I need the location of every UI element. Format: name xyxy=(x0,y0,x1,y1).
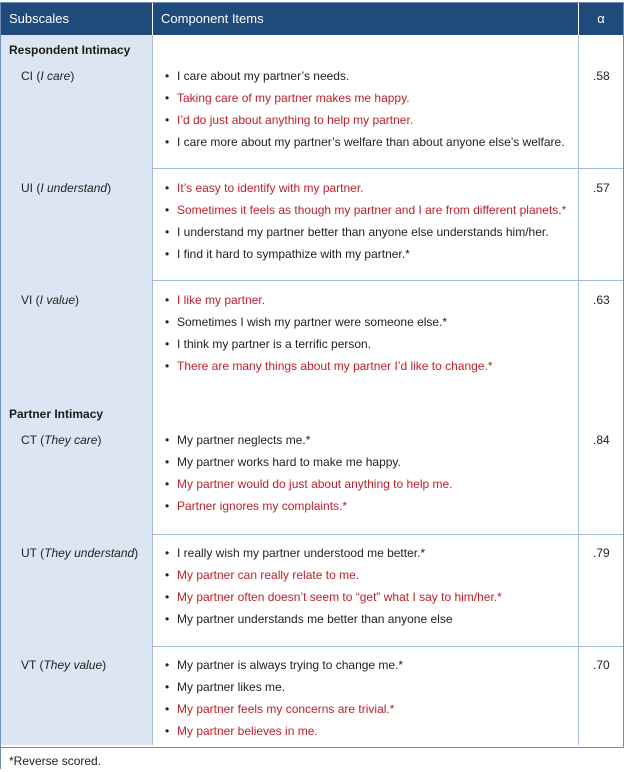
list-item xyxy=(165,455,401,469)
list-item xyxy=(165,181,364,195)
list-item xyxy=(165,590,502,604)
item-text: Partner ignores my complaints.* xyxy=(177,499,348,513)
bullet-icon: • xyxy=(165,315,170,329)
list-item xyxy=(165,247,410,261)
list-item xyxy=(165,433,310,447)
subscale-name: I value xyxy=(39,293,76,307)
item-text: I really wish my partner understood me better.* xyxy=(177,546,426,560)
list-item xyxy=(165,315,447,329)
alpha-value: .57 xyxy=(593,181,610,195)
bullet-icon: • xyxy=(165,337,170,351)
item-text: My partner understands me better than anyone else xyxy=(177,612,453,626)
item-text: I like my partner. xyxy=(177,293,266,307)
item-text: My partner works hard to make me happy. xyxy=(177,455,401,469)
list-item xyxy=(165,203,566,217)
header-subscales: Subscales xyxy=(1,3,153,35)
alpha-value: .63 xyxy=(593,293,610,307)
subscale-close: ) xyxy=(97,433,102,447)
list-item xyxy=(165,69,349,83)
bullet-icon: • xyxy=(165,247,170,261)
subscale-label xyxy=(21,658,106,672)
bullet-icon: • xyxy=(165,499,170,513)
bullet-icon: • xyxy=(165,69,170,83)
subscale-name: I care xyxy=(40,69,71,83)
bullet-icon: • xyxy=(165,203,170,217)
item-text: There are many things about my partner I’d like to change.* xyxy=(177,359,493,373)
bullet-icon: • xyxy=(165,477,170,491)
subscale-code: UT ( xyxy=(21,546,45,560)
bullet-icon: • xyxy=(165,546,170,560)
alpha-value: .79 xyxy=(593,546,610,560)
bullet-icon: • xyxy=(165,91,170,105)
list-item xyxy=(165,724,318,738)
group-label: Partner Intimacy xyxy=(9,407,104,421)
bullet-icon: • xyxy=(165,433,170,447)
subscale-close: ) xyxy=(134,546,139,560)
list-item xyxy=(165,113,413,127)
bullet-icon: • xyxy=(165,658,170,672)
list-item xyxy=(165,568,359,582)
subscale-code: VI ( xyxy=(21,293,40,307)
subscale-code: UI ( xyxy=(21,181,41,195)
alpha-value: .70 xyxy=(593,658,610,672)
list-item xyxy=(165,499,347,513)
bullet-icon: • xyxy=(165,455,170,469)
item-text: I find it hard to sympathize with my partner.* xyxy=(177,247,410,261)
list-item xyxy=(165,546,425,560)
subscale-code: VT ( xyxy=(21,658,44,672)
bullet-icon: • xyxy=(165,568,170,582)
subscale-close: ) xyxy=(102,658,107,672)
bullet-icon: • xyxy=(165,113,170,127)
subscale-name: They value xyxy=(43,658,103,672)
list-item xyxy=(165,293,265,307)
list-item xyxy=(165,680,285,694)
subscales-column xyxy=(1,35,153,745)
item-text: It’s easy to identify with my partner. xyxy=(177,181,364,195)
item-text: Taking care of my partner makes me happy. xyxy=(177,91,410,105)
intimacy-subscales-table xyxy=(0,2,624,769)
item-text: I’d do just about anything to help my partner. xyxy=(177,113,414,127)
list-item xyxy=(165,702,394,716)
item-text: My partner can really relate to me. xyxy=(177,568,360,582)
subscale-close: ) xyxy=(75,293,80,307)
item-text: My partner feels my concerns are trivial.* xyxy=(177,702,395,716)
list-item xyxy=(165,225,549,239)
item-text: My partner neglects me.* xyxy=(177,433,311,447)
subscale-name: I understand xyxy=(40,181,108,195)
item-text: I think my partner is a terrific person. xyxy=(177,337,372,351)
subscale-label xyxy=(21,69,74,83)
subscale-close: ) xyxy=(70,69,75,83)
item-text: My partner often doesn’t seem to “get” what I say to him/her.* xyxy=(177,590,502,604)
group-label: Respondent Intimacy xyxy=(9,43,131,57)
bullet-icon: • xyxy=(165,590,170,604)
item-text: I understand my partner better than anyone else understands him/her. xyxy=(177,225,549,239)
bullet-icon: • xyxy=(165,702,170,716)
subscale-label xyxy=(21,546,138,560)
row-divider xyxy=(153,534,623,535)
list-item xyxy=(165,337,371,351)
subscale-name: They understand xyxy=(44,546,135,560)
item-text: My partner likes me. xyxy=(177,680,286,694)
bullet-icon: • xyxy=(165,612,170,626)
list-item xyxy=(165,135,565,149)
item-text: My partner believes in me. xyxy=(177,724,318,738)
subscale-name: They care xyxy=(44,433,98,447)
table-footer xyxy=(1,747,624,772)
header-component-items: Component Items xyxy=(153,3,579,35)
bullet-icon: • xyxy=(165,680,170,694)
item-text: Sometimes it feels as though my partner and I are from different planets.* xyxy=(177,203,567,217)
item-text: I care about my partner’s needs. xyxy=(177,69,350,83)
subscale-label xyxy=(21,181,111,195)
subscale-code: CT ( xyxy=(21,433,45,447)
alpha-value: .58 xyxy=(593,69,610,83)
footnote: *Reverse scored. xyxy=(9,754,102,768)
alpha-value: .84 xyxy=(593,433,610,447)
list-item xyxy=(165,612,453,626)
row-divider xyxy=(153,280,623,281)
alpha-column xyxy=(579,35,623,745)
list-item xyxy=(165,91,410,105)
list-item xyxy=(165,658,403,672)
item-text: I care more about my partner’s welfare than about anyone else’s welfare. xyxy=(177,135,565,149)
bullet-icon: • xyxy=(165,225,170,239)
bullet-icon: • xyxy=(165,359,170,373)
list-item xyxy=(165,359,493,373)
bullet-icon: • xyxy=(165,293,170,307)
row-divider xyxy=(153,646,623,647)
item-text: My partner is always trying to change me.* xyxy=(177,658,404,672)
bullet-icon: • xyxy=(165,181,170,195)
subscale-label xyxy=(21,293,79,307)
list-item xyxy=(165,477,453,491)
header-alpha: α xyxy=(579,3,623,35)
row-divider xyxy=(153,168,623,169)
subscale-label xyxy=(21,433,101,447)
bullet-icon: • xyxy=(165,724,170,738)
item-text: Sometimes I wish my partner were someone else.* xyxy=(177,315,448,329)
subscale-code: CI ( xyxy=(21,69,41,83)
subscale-close: ) xyxy=(107,181,112,195)
item-text: My partner would do just about anything to help me. xyxy=(177,477,453,491)
bullet-icon: • xyxy=(165,135,170,149)
